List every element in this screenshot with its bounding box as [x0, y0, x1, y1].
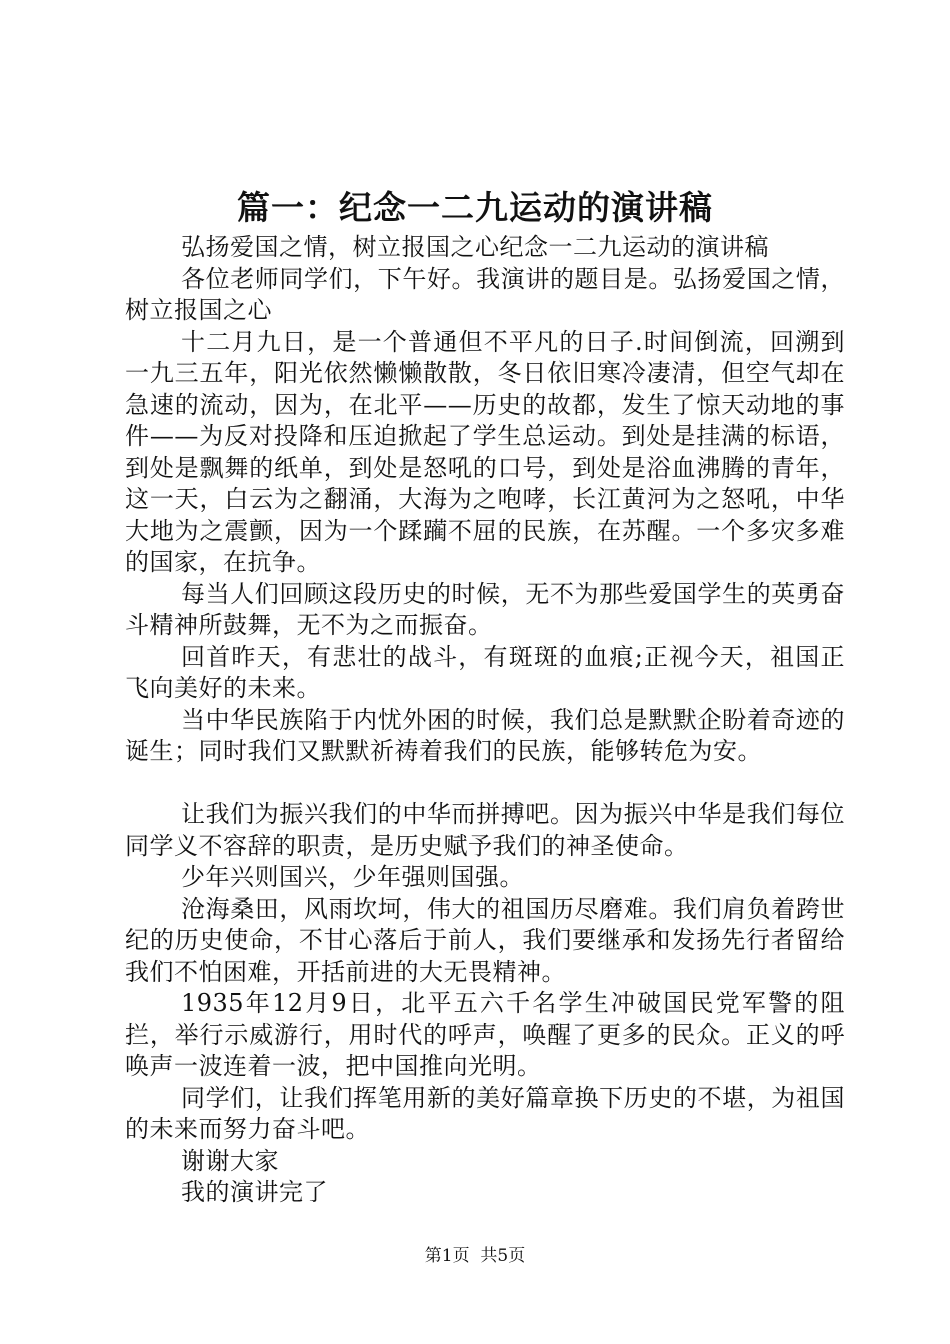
- paragraph-thanks: 谢谢大家: [181, 1146, 279, 1175]
- paragraph-looking-back: 回首昨天，有悲壮的战斗，有斑斑的血痕;正视今天，祖国正飞向美好的未来。: [125, 642, 845, 702]
- paragraph-closing: 我的演讲完了: [181, 1178, 328, 1206]
- paragraph-subtitle: 弘扬爱国之情，树立报国之心纪念一二九运动的演讲稿: [181, 233, 769, 261]
- paragraph-appeal: 同学们，让我们挥笔用新的美好篇章换下历史的不堪，为祖国的未来而努力奋斗吧。: [125, 1083, 845, 1143]
- paragraph-history: 十二月九日，是一个普通但不平凡的日子.时间倒流，回溯到一九三五年，阳光依然懒懒散散，冬日依旧寒冷凄清，但空气却在急速的流动，因为，在北平——历史的故都，发生了惊天动地的事件——为反对投降和压迫掀起了学生总运动。到处是挂满的标语，到处是飘舞的纸单，到处是怒吼的口号，到处是浴血沸腾的青年，这一天，白云为之翻涌，大海为之咆哮，长江黄河为之怒吼，中华大地为之震颤，因为一个蹂躏不屈的民族，在苏醒。一个多灾多难的国家，在抗争。: [125, 327, 845, 576]
- paragraph-call-to-action: 让我们为振兴我们的中华而拼搏吧。因为振兴中华是我们每位同学义不容辞的职责，是历史赋予我们的神圣使命。: [125, 800, 845, 860]
- paragraph-greeting: 各位老师同学们，下午好。我演讲的题目是。弘扬爱国之情，树立报国之心: [125, 264, 845, 324]
- paragraph-spacer: [125, 768, 845, 800]
- document-title: 篇一：纪念一二九运动的演讲稿: [237, 188, 713, 227]
- page-number: 第1页: [424, 1246, 470, 1266]
- paragraph-mission: 沧海桑田，风雨坎坷，伟大的祖国历尽磨难。我们肩负着跨世纪的历史使命，不甘心落后于前人，我们要继承和发扬先行者留给我们不怕困难，开括前进的大无畏精神。: [125, 894, 845, 986]
- page-total: 共5页: [480, 1246, 526, 1266]
- paragraph-youth: 少年兴则国兴，少年强则国强。: [181, 863, 524, 891]
- paragraph-review: 每当人们回顾这段历史的时候，无不为那些爱国学生的英勇奋斗精神所鼓舞，无不为之而振奋。: [125, 579, 845, 639]
- page-footer: [0, 1244, 950, 1268]
- document-body: [125, 232, 845, 1209]
- paragraph-1935: 1935年12月9日，北平五六千名学生冲破国民党军警的阻拦，举行示威游行，用时代的呼声，唤醒了更多的民众。正义的呼唤声一波连着一波，把中国推向光明。: [125, 989, 845, 1080]
- paragraph-hope: 当中华民族陷于内忧外困的时候，我们总是默默企盼着奇迹的诞生；同时我们又默默祈祷着我们的民族，能够转危为安。: [125, 705, 845, 765]
